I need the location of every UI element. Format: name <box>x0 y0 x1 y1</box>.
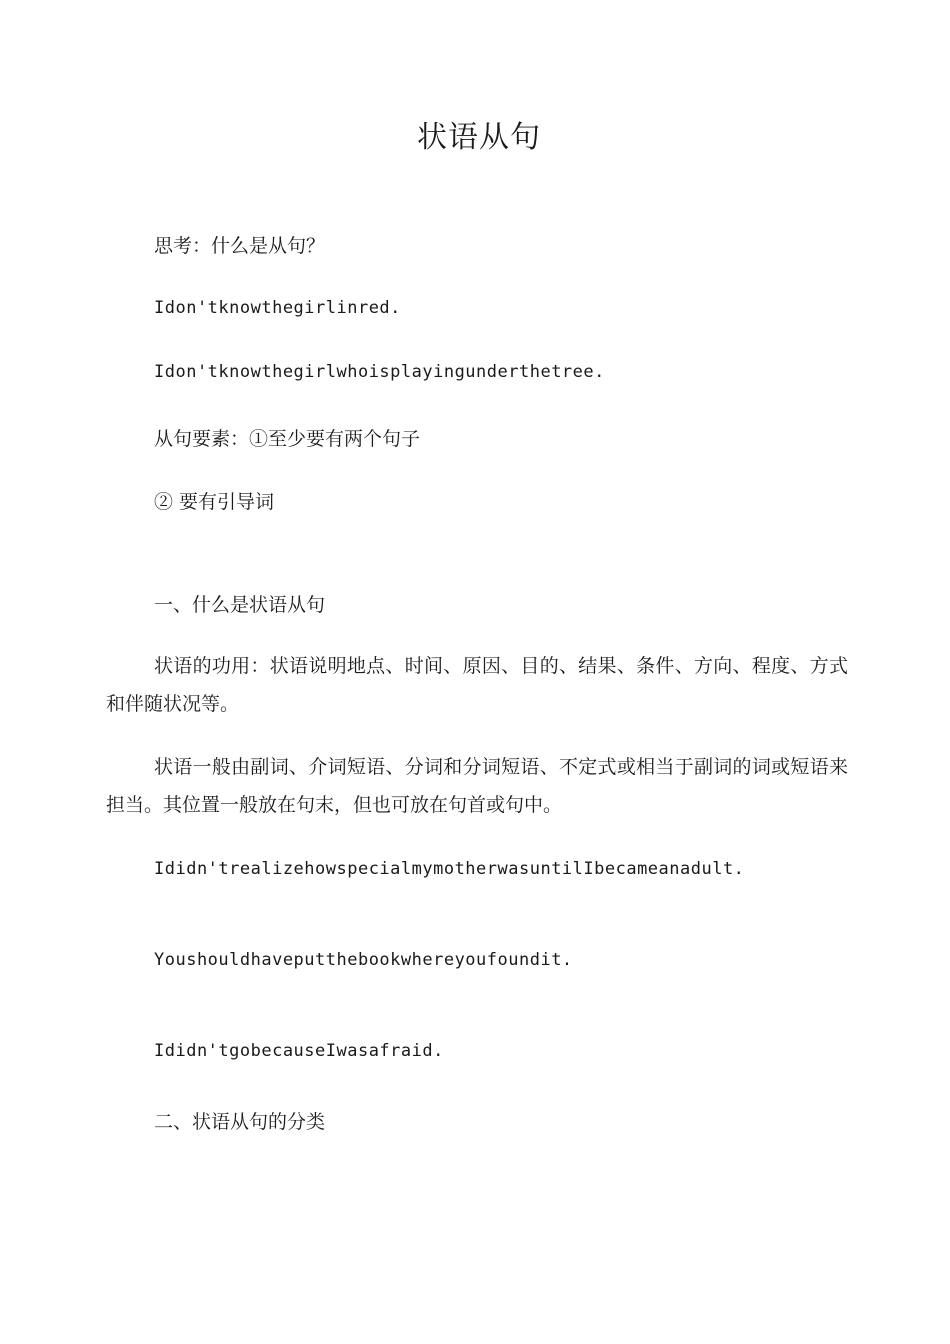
example-sentence-1: Idon'tknowthegirlinred. <box>154 298 401 318</box>
clause-element-1: 从句要素：①至少要有两个句子 <box>154 428 421 450</box>
paragraph-adverbial-forms: 状语一般由副词、介词短语、分词和分词短语、不定式或相当于副词的词或短语来担当。其位置一般放在句末，但也可放在句首或句中。 <box>106 756 848 816</box>
example-sentence-2: Idon'tknowthegirlwhoisplayingunderthetree. <box>154 362 605 382</box>
document-title: 状语从句 <box>417 120 541 155</box>
example-sentence-3: Ididn'trealizehowspecialmymotherwasuntilIbecameanadult. <box>154 859 745 879</box>
section-heading-2: 二、状语从句的分类 <box>154 1111 326 1133</box>
example-sentence-4: Youshouldhaveputthebookwhereyoufoundit. <box>154 950 573 970</box>
paragraph-adverbial-function: 状语的功用：状语说明地点、时间、原因、目的、结果、条件、方向、程度、方式和伴随状况等。 <box>106 655 848 715</box>
example-sentence-5: Ididn'tgobecauseIwasafraid. <box>154 1041 444 1061</box>
clause-element-2: ② 要有引导词 <box>154 491 275 513</box>
section-heading-1: 一、什么是状语从句 <box>154 594 326 616</box>
think-question: 思考：什么是从句？ <box>154 235 326 257</box>
